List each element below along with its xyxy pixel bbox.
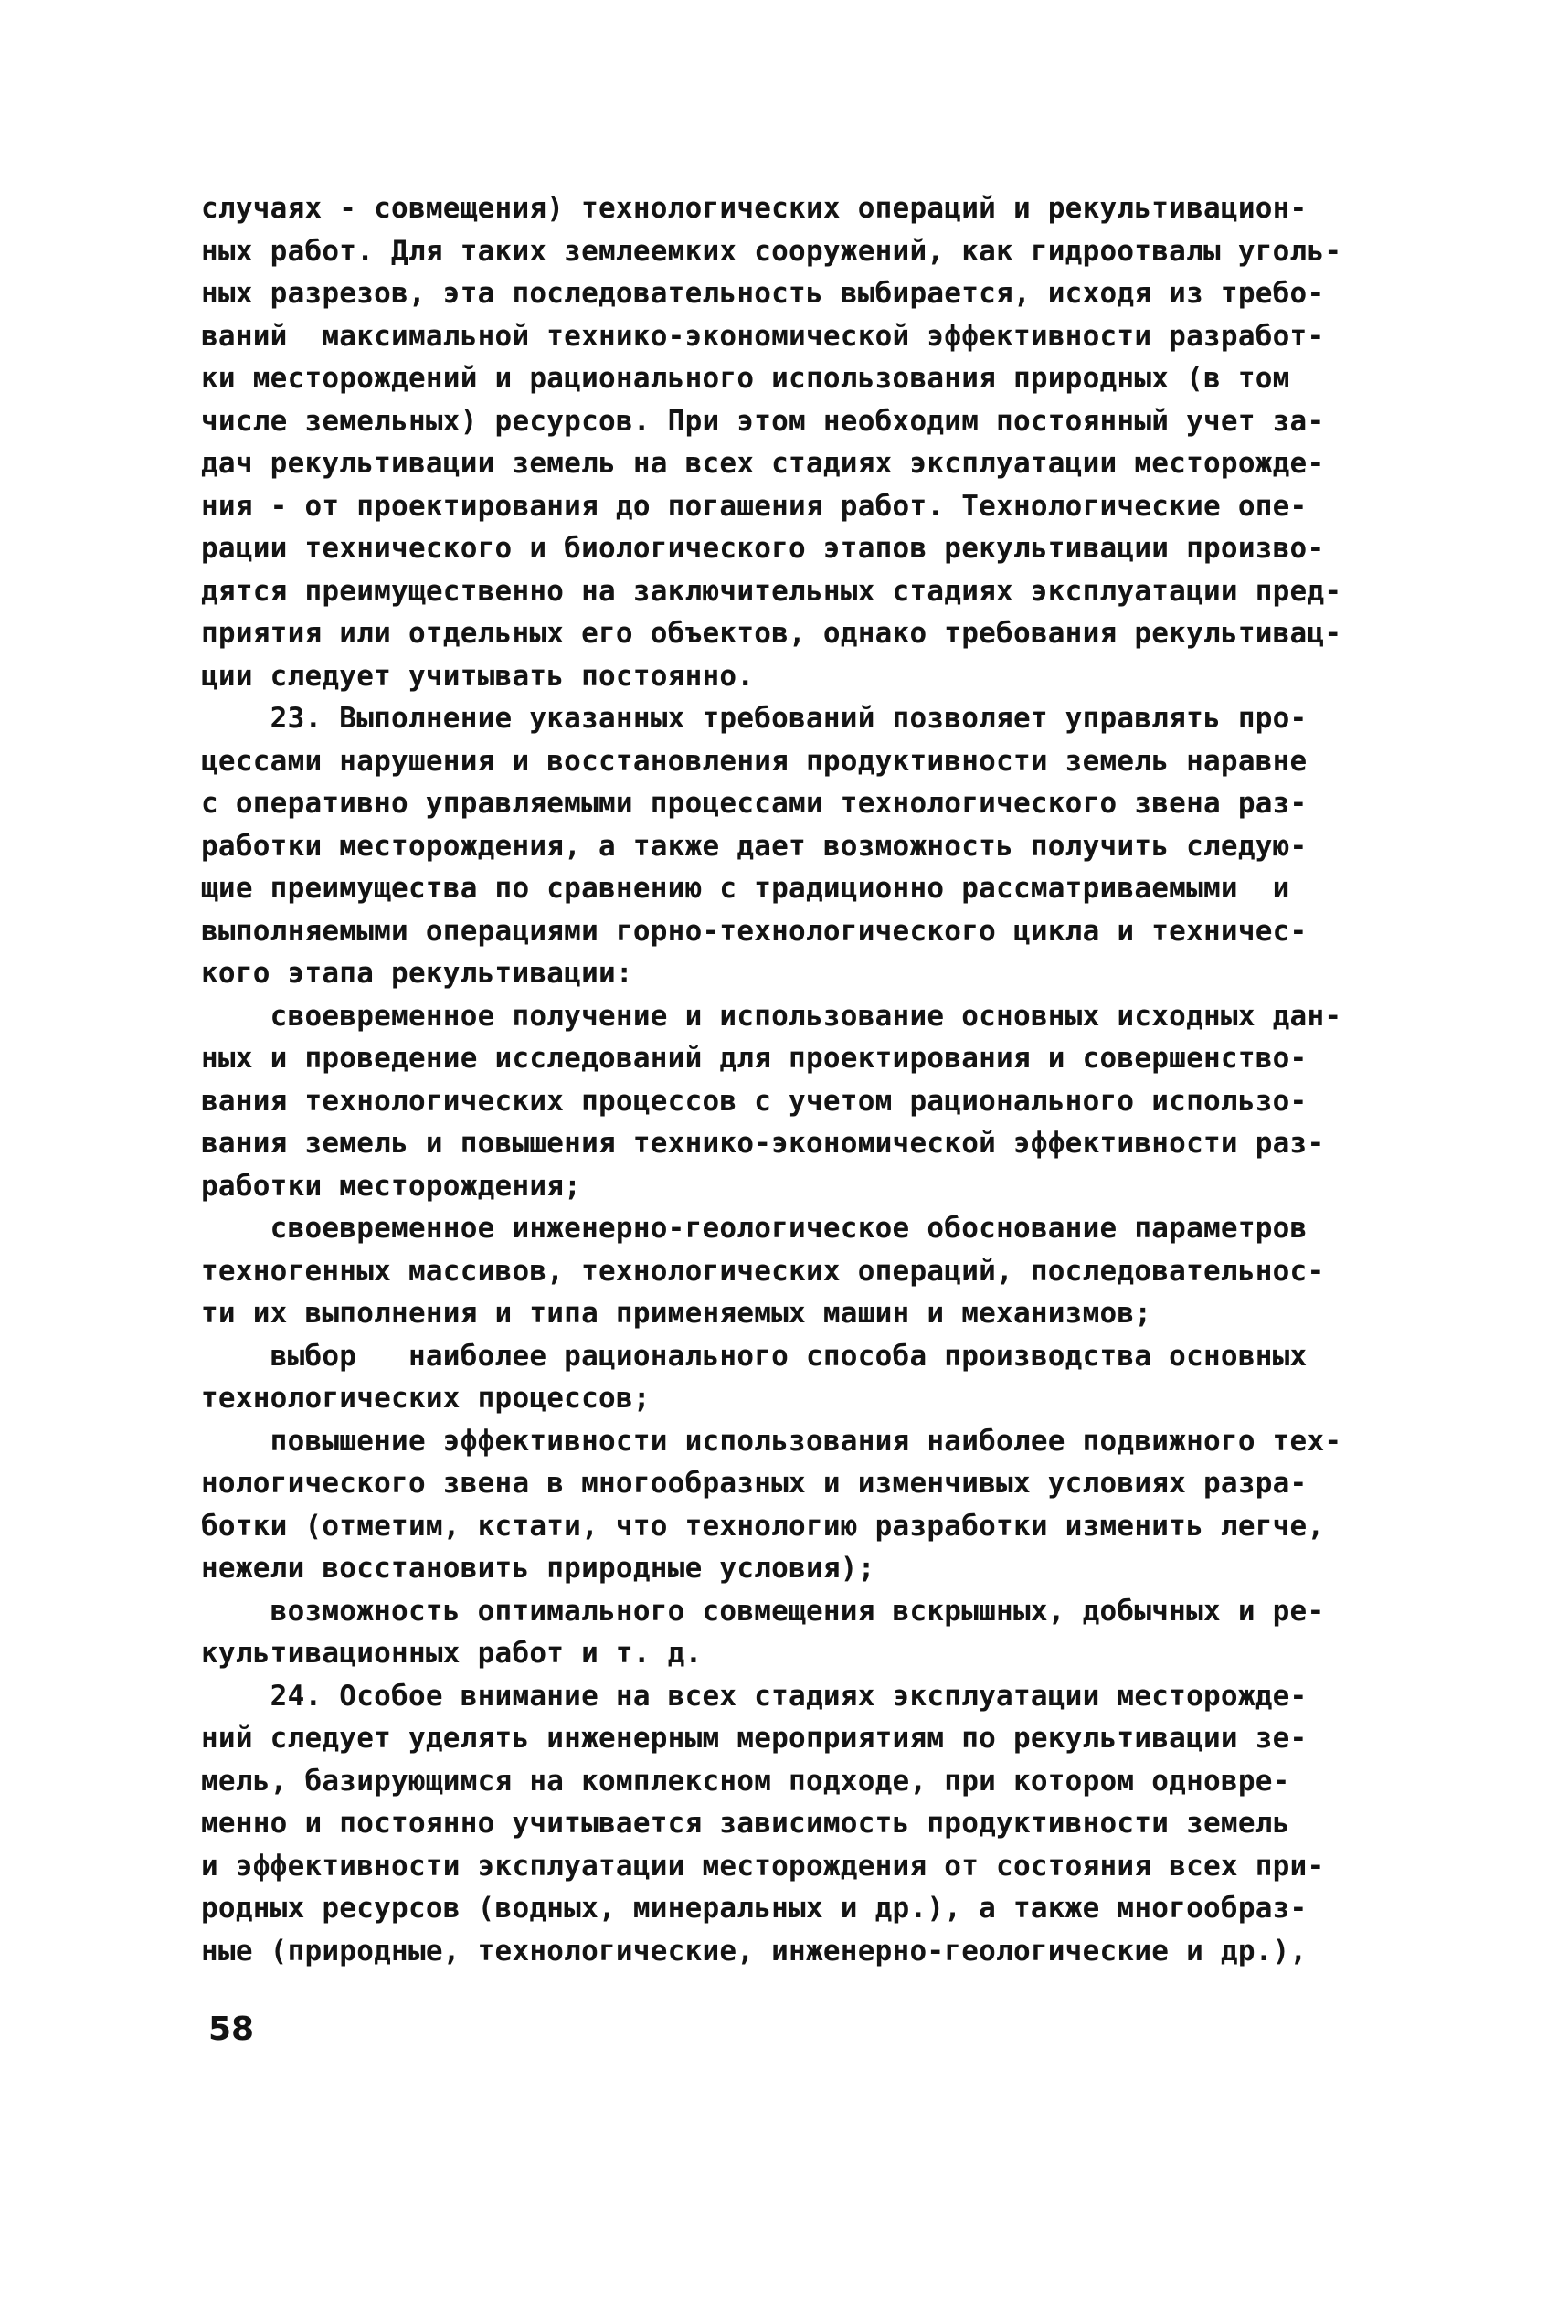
text-line: ваний максимальной технико-экономической эффективности разработ- [201,319,1325,353]
text-line: и эффективности эксплуатации месторождения от состояния всех при- [201,1849,1325,1883]
text-line: нежели восстановить природные условия); [201,1552,875,1585]
text-line: ти их выполнения и типа применяемых машин и механизмов; [201,1297,1152,1330]
text-line: числе земельных) ресурсов. При этом необходим постоянный учет за- [201,404,1325,438]
text-line: дятся преимущественно на заключительных стадиях эксплуатации пред- [201,574,1342,608]
text-line: возможность оптимального совмещения вскрышных, добычных и ре- [201,1594,1325,1628]
text-line: ния - от проектирования до погашения работ. Технологические опе- [201,489,1308,523]
text-line: своевременное получение и использование основных исходных дан- [201,999,1342,1033]
text-line: ции следует учитывать постоянно. [201,659,755,693]
text-line: техногенных массивов, технологических операций, последовательнос- [201,1254,1325,1288]
body-text [201,187,1389,1972]
text-line: работки месторождения; [201,1169,582,1203]
text-line: повышение эффективности использования наиболее подвижного тех- [201,1424,1342,1458]
text-line: нологического звена в многообразных и изменчивых условиях разра- [201,1467,1308,1500]
text-line: своевременное инженерно-геологическое обоснование параметров [201,1212,1308,1245]
text-line: ных и проведение исследований для проектирования и совершенство- [201,1042,1308,1075]
text-line: мель, базирующимся на комплексном подходе, при котором одновре- [201,1764,1290,1798]
text-line: приятия или отдельных его объектов, однако требования рекультивац- [201,617,1342,650]
text-line: с оперативно управляемыми процессами технологического звена раз- [201,787,1308,820]
text-line: случаях - совмещения) технологических операций и рекультивацион- [201,192,1308,225]
text-line: щие преимущества по сравнению с традиционно рассматриваемыми и [201,872,1290,905]
text-line: выполняемыми операциями горно-технологического цикла и техничес- [201,914,1308,948]
text-line: менно и постоянно учитывается зависимость продуктивности земель [201,1807,1290,1840]
text-line: цессами нарушения и восстановления продуктивности земель наравне [201,744,1308,778]
text-line: дач рекультивации земель на всех стадиях эксплуатации месторожде- [201,447,1325,480]
text-line: вания земель и повышения технико-экономической эффективности раз- [201,1127,1325,1160]
page-number: 58 [208,2011,255,2048]
text-line: ки месторождений и рационального использования природных (в том [201,362,1290,395]
text-line: рации технического и биологического этапов рекультивации произво- [201,532,1325,565]
text-line: ных работ. Для таких землеемких сооружений, как гидроотвалы уголь- [201,234,1342,268]
text-line: технологических процессов; [201,1382,651,1415]
text-line: культивационных работ и т. д. [201,1637,703,1670]
text-line: ний следует уделять инженерным мероприятиям по рекультивации зе- [201,1722,1308,1755]
text-line: кого этапа рекультивации: [201,957,633,990]
text-line: ные (природные, технологические, инженерно-геологические и др.), [201,1934,1308,1968]
text-line: 24. Особое внимание на всех стадиях эксплуатации месторожде- [201,1679,1308,1713]
text-line: вания технологических процессов с учетом рационального использо- [201,1084,1308,1118]
text-line: ных разрезов, эта последовательность выбирается, исходя из требо- [201,277,1325,310]
text-line: родных ресурсов (водных, минеральных и др.), а также многообраз- [201,1892,1308,1925]
text-line: работки месторождения, а также дает возможность получить следую- [201,829,1308,863]
text-line: выбор наиболее рационального способа производства основных [201,1339,1308,1373]
text-line: ботки (отметим, кстати, что технологию разработки изменить легче, [201,1509,1325,1543]
text-line: 23. Выполнение указанных требований позволяет управлять про- [201,702,1308,735]
